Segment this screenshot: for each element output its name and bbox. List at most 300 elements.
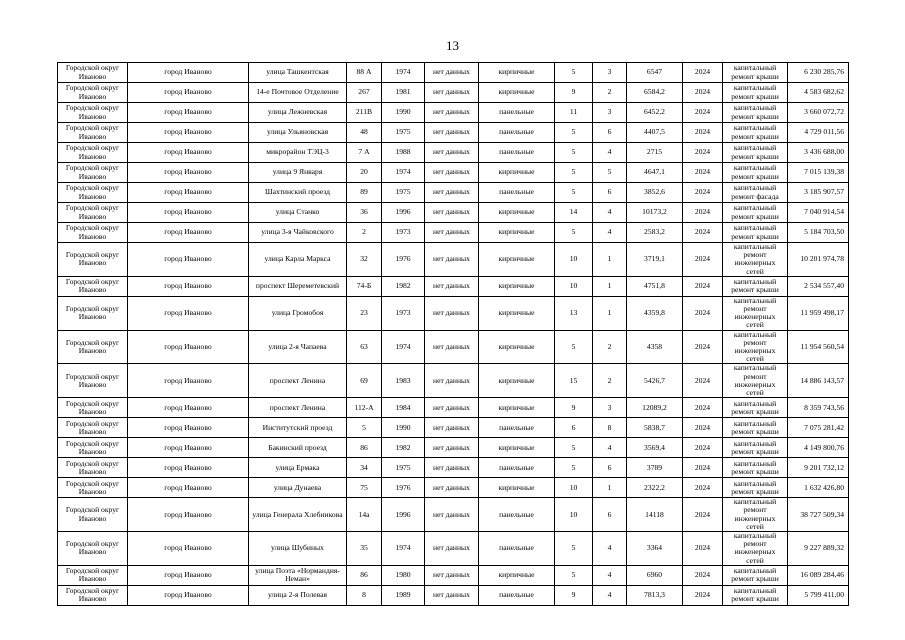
house-number-cell: 211В xyxy=(347,103,382,123)
work-type-cell: капитальный ремонт крыши xyxy=(723,585,788,605)
year-built-cell: 1974 xyxy=(382,63,425,83)
cost-cell: 3 436 688,00 xyxy=(788,143,849,163)
overhaul-year-cell: нет данных xyxy=(425,330,479,364)
entrances-cell: 3 xyxy=(593,63,627,83)
house-number-cell: 23 xyxy=(347,296,382,330)
overhaul-year-cell: нет данных xyxy=(425,532,479,566)
area-cell: 6960 xyxy=(627,565,683,585)
cost-cell: 8 359 743,56 xyxy=(788,398,849,418)
entrances-cell: 3 xyxy=(593,398,627,418)
floors-cell: 10 xyxy=(555,276,593,296)
table-row xyxy=(58,103,849,123)
cost-cell: 10 201 974,78 xyxy=(788,243,849,277)
overhaul-year-cell: нет данных xyxy=(425,63,479,83)
municipality-cell: Городской округ Иваново xyxy=(58,163,128,183)
area-cell: 14118 xyxy=(627,498,683,532)
table-row xyxy=(58,364,849,398)
house-number-cell: 86 xyxy=(347,438,382,458)
work-type-cell: капитальный ремонт инженерных сетей xyxy=(723,532,788,566)
overhaul-year-cell: нет данных xyxy=(425,438,479,458)
year-built-cell: 1990 xyxy=(382,418,425,438)
wall-material-cell: кирпичные xyxy=(479,565,555,585)
house-number-cell: 8 xyxy=(347,585,382,605)
municipality-cell: Городской округ Иваново xyxy=(58,183,128,203)
plan-year-cell: 2024 xyxy=(683,364,723,398)
year-built-cell: 1973 xyxy=(382,223,425,243)
cost-cell: 11 954 560,54 xyxy=(788,330,849,364)
year-built-cell: 1976 xyxy=(382,478,425,498)
municipality-cell: Городской округ Иваново xyxy=(58,398,128,418)
year-built-cell: 1980 xyxy=(382,565,425,585)
wall-material-cell: панельные xyxy=(479,532,555,566)
street-cell: улица 2-я Полевая xyxy=(249,585,347,605)
street-cell: улица Карла Маркса xyxy=(249,243,347,277)
house-number-cell: 88 А xyxy=(347,63,382,83)
work-type-cell: капитальный ремонт крыши xyxy=(723,103,788,123)
municipality-cell: Городской округ Иваново xyxy=(58,565,128,585)
floors-cell: 15 xyxy=(555,364,593,398)
municipality-cell: Городской округ Иваново xyxy=(58,585,128,605)
house-number-cell: 5 xyxy=(347,418,382,438)
table-row xyxy=(58,83,849,103)
area-cell: 12089,2 xyxy=(627,398,683,418)
plan-year-cell: 2024 xyxy=(683,223,723,243)
settlement-cell: город Иваново xyxy=(128,418,249,438)
work-type-cell: капитальный ремонт крыши xyxy=(723,143,788,163)
area-cell: 5838,7 xyxy=(627,418,683,438)
plan-year-cell: 2024 xyxy=(683,398,723,418)
street-cell: улица Лежневская xyxy=(249,103,347,123)
plan-year-cell: 2024 xyxy=(683,103,723,123)
floors-cell: 5 xyxy=(555,123,593,143)
page-number: 13 xyxy=(446,38,459,53)
plan-year-cell: 2024 xyxy=(683,123,723,143)
entrances-cell: 4 xyxy=(593,203,627,223)
cost-cell: 4 729 011,56 xyxy=(788,123,849,143)
table-row xyxy=(58,163,849,183)
settlement-cell: город Иваново xyxy=(128,183,249,203)
overhaul-year-cell: нет данных xyxy=(425,458,479,478)
area-cell: 6452,2 xyxy=(627,103,683,123)
area-cell: 6584,2 xyxy=(627,83,683,103)
municipality-cell: Городской округ Иваново xyxy=(58,243,128,277)
municipality-cell: Городской округ Иваново xyxy=(58,123,128,143)
overhaul-year-cell: нет данных xyxy=(425,83,479,103)
house-number-cell: 32 xyxy=(347,243,382,277)
overhaul-year-cell: нет данных xyxy=(425,478,479,498)
house-number-cell: 89 xyxy=(347,183,382,203)
work-type-cell: капитальный ремонт крыши xyxy=(723,63,788,83)
table-row xyxy=(58,276,849,296)
street-cell: Шахтинский проезд xyxy=(249,183,347,203)
work-type-cell: капитальный ремонт крыши xyxy=(723,418,788,438)
municipality-cell: Городской округ Иваново xyxy=(58,418,128,438)
floors-cell: 6 xyxy=(555,418,593,438)
house-number-cell: 35 xyxy=(347,532,382,566)
table-row xyxy=(58,438,849,458)
street-cell: проспект Ленина xyxy=(249,364,347,398)
work-type-cell: капитальный ремонт инженерных сетей xyxy=(723,330,788,364)
floors-cell: 5 xyxy=(555,565,593,585)
work-type-cell: капитальный ремонт фасада xyxy=(723,183,788,203)
street-cell: улица 9 Января xyxy=(249,163,347,183)
wall-material-cell: кирпичные xyxy=(479,203,555,223)
entrances-cell: 2 xyxy=(593,364,627,398)
wall-material-cell: панельные xyxy=(479,143,555,163)
floors-cell: 5 xyxy=(555,223,593,243)
wall-material-cell: панельные xyxy=(479,498,555,532)
wall-material-cell: кирпичные xyxy=(479,438,555,458)
wall-material-cell: кирпичные xyxy=(479,243,555,277)
street-cell: Институтский проезд xyxy=(249,418,347,438)
plan-year-cell: 2024 xyxy=(683,438,723,458)
floors-cell: 5 xyxy=(555,63,593,83)
work-type-cell: капитальный ремонт крыши xyxy=(723,123,788,143)
year-built-cell: 1982 xyxy=(382,438,425,458)
area-cell: 3719,1 xyxy=(627,243,683,277)
year-built-cell: 1983 xyxy=(382,364,425,398)
overhaul-year-cell: нет данных xyxy=(425,163,479,183)
area-cell: 6547 xyxy=(627,63,683,83)
work-type-cell: капитальный ремонт крыши xyxy=(723,565,788,585)
floors-cell: 5 xyxy=(555,532,593,566)
municipality-cell: Городской округ Иваново xyxy=(58,83,128,103)
municipality-cell: Городской округ Иваново xyxy=(58,296,128,330)
work-type-cell: капитальный ремонт крыши xyxy=(723,223,788,243)
table-row xyxy=(58,223,849,243)
work-type-cell: капитальный ремонт инженерных сетей xyxy=(723,296,788,330)
settlement-cell: город Иваново xyxy=(128,296,249,330)
entrances-cell: 1 xyxy=(593,276,627,296)
floors-cell: 10 xyxy=(555,478,593,498)
street-cell: улица 3-я Чайковского xyxy=(249,223,347,243)
municipality-cell: Городской округ Иваново xyxy=(58,276,128,296)
settlement-cell: город Иваново xyxy=(128,532,249,566)
municipality-cell: Городской округ Иваново xyxy=(58,103,128,123)
entrances-cell: 1 xyxy=(593,478,627,498)
house-number-cell: 86 xyxy=(347,565,382,585)
overhaul-year-cell: нет данных xyxy=(425,123,479,143)
overhaul-year-cell: нет данных xyxy=(425,223,479,243)
work-type-cell: капитальный ремонт крыши xyxy=(723,203,788,223)
overhaul-year-cell: нет данных xyxy=(425,585,479,605)
entrances-cell: 1 xyxy=(593,243,627,277)
table-row xyxy=(58,418,849,438)
overhaul-year-cell: нет данных xyxy=(425,418,479,438)
area-cell: 4647,1 xyxy=(627,163,683,183)
floors-cell: 5 xyxy=(555,330,593,364)
entrances-cell: 4 xyxy=(593,565,627,585)
floors-cell: 9 xyxy=(555,83,593,103)
entrances-cell: 4 xyxy=(593,532,627,566)
year-built-cell: 1975 xyxy=(382,458,425,478)
plan-year-cell: 2024 xyxy=(683,418,723,438)
settlement-cell: город Иваново xyxy=(128,203,249,223)
cost-cell: 7 015 139,38 xyxy=(788,163,849,183)
floors-cell: 9 xyxy=(555,585,593,605)
settlement-cell: город Иваново xyxy=(128,276,249,296)
overhaul-year-cell: нет данных xyxy=(425,103,479,123)
municipality-cell: Городской округ Иваново xyxy=(58,498,128,532)
entrances-cell: 4 xyxy=(593,223,627,243)
year-built-cell: 1975 xyxy=(382,183,425,203)
municipality-cell: Городской округ Иваново xyxy=(58,330,128,364)
floors-cell: 13 xyxy=(555,296,593,330)
settlement-cell: город Иваново xyxy=(128,330,249,364)
table-row xyxy=(58,398,849,418)
entrances-cell: 6 xyxy=(593,123,627,143)
settlement-cell: город Иваново xyxy=(128,63,249,83)
plan-year-cell: 2024 xyxy=(683,163,723,183)
work-type-cell: капитальный ремонт крыши xyxy=(723,478,788,498)
floors-cell: 5 xyxy=(555,163,593,183)
plan-year-cell: 2024 xyxy=(683,565,723,585)
overhaul-year-cell: нет данных xyxy=(425,398,479,418)
floors-cell: 5 xyxy=(555,458,593,478)
street-cell: улица Поэта «Нормандия-Неман» xyxy=(249,565,347,585)
street-cell: улица Ермака xyxy=(249,458,347,478)
overhaul-year-cell: нет данных xyxy=(425,276,479,296)
entrances-cell: 2 xyxy=(593,330,627,364)
work-type-cell: капитальный ремонт инженерных сетей xyxy=(723,243,788,277)
area-cell: 3789 xyxy=(627,458,683,478)
street-cell: улица Громобоя xyxy=(249,296,347,330)
table-row xyxy=(58,183,849,203)
street-cell: микрорайон ТЭЦ-3 xyxy=(249,143,347,163)
street-cell: улица Станко xyxy=(249,203,347,223)
plan-year-cell: 2024 xyxy=(683,183,723,203)
street-cell: Бакинский проезд xyxy=(249,438,347,458)
settlement-cell: город Иваново xyxy=(128,243,249,277)
street-cell: проспект Шереметевский xyxy=(249,276,347,296)
area-cell: 4358 xyxy=(627,330,683,364)
wall-material-cell: кирпичные xyxy=(479,330,555,364)
floors-cell: 5 xyxy=(555,183,593,203)
area-cell: 4407,5 xyxy=(627,123,683,143)
overhaul-year-cell: нет данных xyxy=(425,296,479,330)
settlement-cell: город Иваново xyxy=(128,458,249,478)
municipality-cell: Городской округ Иваново xyxy=(58,143,128,163)
wall-material-cell: панельные xyxy=(479,123,555,143)
table-row xyxy=(58,498,849,532)
wall-material-cell: кирпичные xyxy=(479,398,555,418)
year-built-cell: 1996 xyxy=(382,203,425,223)
entrances-cell: 1 xyxy=(593,296,627,330)
house-number-cell: 34 xyxy=(347,458,382,478)
street-cell: 14-е Почтовое Отделение xyxy=(249,83,347,103)
cost-cell: 11 959 498,17 xyxy=(788,296,849,330)
house-number-cell: 20 xyxy=(347,163,382,183)
area-cell: 3852,6 xyxy=(627,183,683,203)
plan-year-cell: 2024 xyxy=(683,585,723,605)
entrances-cell: 4 xyxy=(593,585,627,605)
plan-year-cell: 2024 xyxy=(683,498,723,532)
house-number-cell: 75 xyxy=(347,478,382,498)
wall-material-cell: панельные xyxy=(479,585,555,605)
area-cell: 2715 xyxy=(627,143,683,163)
area-cell: 7813,3 xyxy=(627,585,683,605)
table-row xyxy=(58,330,849,364)
plan-year-cell: 2024 xyxy=(683,83,723,103)
wall-material-cell: кирпичные xyxy=(479,276,555,296)
cost-cell: 5 799 411,00 xyxy=(788,585,849,605)
house-number-cell: 267 xyxy=(347,83,382,103)
street-cell: улица 2-я Чапаева xyxy=(249,330,347,364)
area-cell: 3569,4 xyxy=(627,438,683,458)
table-row xyxy=(58,296,849,330)
settlement-cell: город Иваново xyxy=(128,498,249,532)
table-row xyxy=(58,123,849,143)
entrances-cell: 3 xyxy=(593,103,627,123)
municipality-cell: Городской округ Иваново xyxy=(58,223,128,243)
overhaul-year-cell: нет данных xyxy=(425,243,479,277)
municipality-cell: Городской округ Иваново xyxy=(58,478,128,498)
house-number-cell: 74-Б xyxy=(347,276,382,296)
wall-material-cell: панельные xyxy=(479,183,555,203)
table-row xyxy=(58,585,849,605)
cost-cell: 7 075 281,42 xyxy=(788,418,849,438)
cost-cell: 14 886 143,57 xyxy=(788,364,849,398)
area-cell: 10173,2 xyxy=(627,203,683,223)
cost-cell: 7 040 914,54 xyxy=(788,203,849,223)
floors-cell: 14 xyxy=(555,203,593,223)
year-built-cell: 1996 xyxy=(382,498,425,532)
entrances-cell: 6 xyxy=(593,498,627,532)
settlement-cell: город Иваново xyxy=(128,585,249,605)
table-row xyxy=(58,143,849,163)
house-number-cell: 7 А xyxy=(347,143,382,163)
cost-cell: 38 727 509,34 xyxy=(788,498,849,532)
wall-material-cell: панельные xyxy=(479,458,555,478)
year-built-cell: 1989 xyxy=(382,585,425,605)
year-built-cell: 1974 xyxy=(382,330,425,364)
table-row xyxy=(58,243,849,277)
plan-year-cell: 2024 xyxy=(683,243,723,277)
wall-material-cell: кирпичные xyxy=(479,63,555,83)
wall-material-cell: кирпичные xyxy=(479,163,555,183)
settlement-cell: город Иваново xyxy=(128,478,249,498)
area-cell: 4751,8 xyxy=(627,276,683,296)
cost-cell: 1 632 426,80 xyxy=(788,478,849,498)
work-type-cell: капитальный ремонт крыши xyxy=(723,438,788,458)
floors-cell: 11 xyxy=(555,103,593,123)
floors-cell: 9 xyxy=(555,398,593,418)
plan-year-cell: 2024 xyxy=(683,330,723,364)
wall-material-cell: кирпичные xyxy=(479,83,555,103)
plan-year-cell: 2024 xyxy=(683,478,723,498)
area-cell: 2583,2 xyxy=(627,223,683,243)
cost-cell: 2 534 557,40 xyxy=(788,276,849,296)
wall-material-cell: панельные xyxy=(479,418,555,438)
settlement-cell: город Иваново xyxy=(128,163,249,183)
area-cell: 5426,7 xyxy=(627,364,683,398)
house-number-cell: 48 xyxy=(347,123,382,143)
street-cell: улица Генерала Хлебникова xyxy=(249,498,347,532)
plan-year-cell: 2024 xyxy=(683,458,723,478)
settlement-cell: город Иваново xyxy=(128,103,249,123)
house-number-cell: 69 xyxy=(347,364,382,398)
overhaul-year-cell: нет данных xyxy=(425,364,479,398)
year-built-cell: 1984 xyxy=(382,398,425,418)
wall-material-cell: кирпичные xyxy=(479,478,555,498)
house-number-cell: 36 xyxy=(347,203,382,223)
cost-cell: 3 185 907,57 xyxy=(788,183,849,203)
settlement-cell: город Иваново xyxy=(128,123,249,143)
municipality-cell: Городской округ Иваново xyxy=(58,532,128,566)
work-type-cell: капитальный ремонт инженерных сетей xyxy=(723,498,788,532)
settlement-cell: город Иваново xyxy=(128,565,249,585)
overhaul-year-cell: нет данных xyxy=(425,565,479,585)
table-row xyxy=(58,478,849,498)
cost-cell: 9 227 889,32 xyxy=(788,532,849,566)
entrances-cell: 6 xyxy=(593,458,627,478)
year-built-cell: 1982 xyxy=(382,276,425,296)
cost-cell: 9 201 732,12 xyxy=(788,458,849,478)
work-type-cell: капитальный ремонт инженерных сетей xyxy=(723,364,788,398)
entrances-cell: 5 xyxy=(593,163,627,183)
cost-cell: 16 089 284,46 xyxy=(788,565,849,585)
municipality-cell: Городской округ Иваново xyxy=(58,203,128,223)
settlement-cell: город Иваново xyxy=(128,223,249,243)
entrances-cell: 4 xyxy=(593,143,627,163)
settlement-cell: город Иваново xyxy=(128,364,249,398)
overhaul-year-cell: нет данных xyxy=(425,143,479,163)
cost-cell: 4 149 800,76 xyxy=(788,438,849,458)
year-built-cell: 1981 xyxy=(382,83,425,103)
plan-year-cell: 2024 xyxy=(683,143,723,163)
wall-material-cell: панельные xyxy=(479,103,555,123)
table-row xyxy=(58,63,849,83)
street-cell: улица Дунаева xyxy=(249,478,347,498)
work-type-cell: капитальный ремонт крыши xyxy=(723,163,788,183)
year-built-cell: 1990 xyxy=(382,103,425,123)
year-built-cell: 1976 xyxy=(382,243,425,277)
work-type-cell: капитальный ремонт крыши xyxy=(723,398,788,418)
cost-cell: 5 184 703,50 xyxy=(788,223,849,243)
settlement-cell: город Иваново xyxy=(128,438,249,458)
municipality-cell: Городской округ Иваново xyxy=(58,364,128,398)
house-number-cell: 112-А xyxy=(347,398,382,418)
year-built-cell: 1974 xyxy=(382,163,425,183)
table-row xyxy=(58,458,849,478)
table-row xyxy=(58,532,849,566)
area-cell: 4359,8 xyxy=(627,296,683,330)
entrances-cell: 6 xyxy=(593,183,627,203)
street-cell: улица Шубиных xyxy=(249,532,347,566)
floors-cell: 10 xyxy=(555,243,593,277)
entrances-cell: 4 xyxy=(593,438,627,458)
entrances-cell: 8 xyxy=(593,418,627,438)
wall-material-cell: кирпичные xyxy=(479,364,555,398)
cost-cell: 4 583 682,62 xyxy=(788,83,849,103)
municipality-cell: Городской округ Иваново xyxy=(58,458,128,478)
table-row xyxy=(58,203,849,223)
house-number-cell: 2 xyxy=(347,223,382,243)
overhaul-year-cell: нет данных xyxy=(425,183,479,203)
plan-year-cell: 2024 xyxy=(683,296,723,330)
wall-material-cell: кирпичные xyxy=(479,296,555,330)
cost-cell: 3 660 072,72 xyxy=(788,103,849,123)
year-built-cell: 1988 xyxy=(382,143,425,163)
floors-cell: 10 xyxy=(555,498,593,532)
municipality-cell: Городской округ Иваново xyxy=(58,438,128,458)
plan-year-cell: 2024 xyxy=(683,532,723,566)
house-number-cell: 63 xyxy=(347,330,382,364)
settlement-cell: город Иваново xyxy=(128,143,249,163)
year-built-cell: 1973 xyxy=(382,296,425,330)
work-type-cell: капитальный ремонт крыши xyxy=(723,83,788,103)
year-built-cell: 1975 xyxy=(382,123,425,143)
